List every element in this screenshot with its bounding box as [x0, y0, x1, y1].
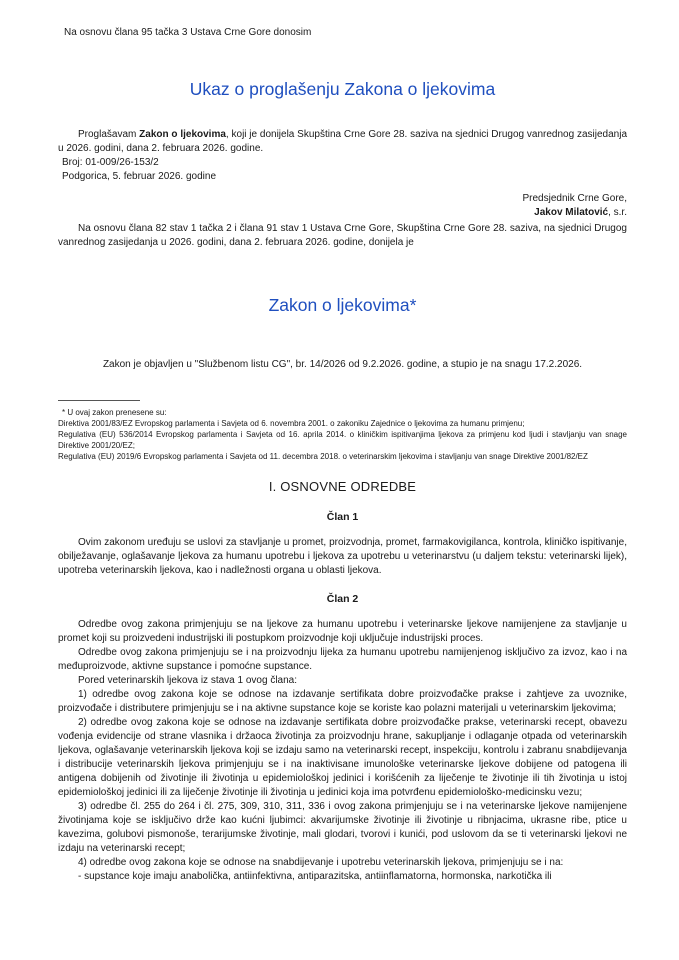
article-2-item: 3) odredbe čl. 255 do 264 i čl. 275, 309, 310, 311, 336 i ovog zakona primjenjuju se i na veterinarske ljekove namijenjene životinjama koje se isključivo drže kao kućni ljubimci: akvarijumske životinje ili životinje u ribnjacima, ukrasne ribe, ptice u kavezima, golubovi pismonoše, terarijumske životinje, mali glodari, tvorovi i kunići, pod uslovom da se ti veterinarski ljekovi ne izdaju na veterinarski recept; — [58, 801, 627, 854]
law-title: Zakon o ljekovima* — [268, 295, 417, 315]
signature-role: Predsjednik Crne Gore, — [522, 193, 627, 204]
adoption-text: Na osnovu člana 82 stav 1 tačka 2 i člana 91 stav 1 Ustava Crne Gore, Skupština Crne Gore 28. saziva, na sjednici Drugog vanrednog zasijedanja u 2026. godini, dana 2. februara 2026. godine, donijela je — [58, 223, 627, 248]
footnote-line: Direktiva 2001/83/EZ Evropskog parlamenta i Savjeta od 6. novembra 2001. o zakoniku Zajednice o ljekovima za humanu primjenu; — [58, 419, 525, 428]
proclamation-rest: , koji je donijela Skupština Crne Gore 28. saziva na sjednici Drugog vanrednog zasijedanja u 2026. godini, dana 2. februara 2026. godine. — [58, 129, 628, 154]
proclamation-law-name: Zakon o ljekovima — [139, 129, 226, 140]
article-2-item: 1) odredbe ovog zakona koje se odnose na izdavanje sertifikata dobre proizvođačke prakse i zahtjeve za uvoznike, proizvođače i distributere primjenjuju se i na aktivne supstance koje se koriste kao polazni materijali u veterinarskim ljekovima; — [58, 689, 627, 714]
preamble: Na osnovu člana 95 tačka 3 Ustava Crne Gore donosim — [64, 27, 312, 38]
signature-name-bold: Jakov Milatović — [534, 207, 609, 218]
proclamation-text — [58, 128, 627, 156]
article-1-heading: Član 1 — [326, 511, 359, 523]
place-date: Podgorica, 5. februar 2026. godine — [62, 171, 216, 182]
article-2-paragraph: Pored veterinarskih ljekova iz stava 1 ovog člana: — [78, 675, 298, 686]
proclamation-block — [58, 128, 627, 184]
footnote-line: Regulativa (EU) 536/2014 Evropskog parlamenta i Savjeta od 16. aprila 2014. o kliničkim ispitivanjima ljekova za primjenu kod ljudi i stavljanju van snage Direktive 2001/20/EZ; — [58, 430, 627, 450]
article-2-subitem: - supstance koje imaju anabolička, antiinfektivna, antiparazitska, antiinflamatorna, hormonska, narkotička ili — [78, 871, 552, 882]
decree-number: Broj: 01-009/26-153/2 — [62, 157, 159, 168]
footnote-line: Regulativa (EU) 2019/6 Evropskog parlamenta i Savjeta od 11. decembra 2018. o veterinarskim ljekovima i stavljanju van snage Direktive 2001/82/EZ — [58, 452, 588, 461]
article-2-paragraph: Odredbe ovog zakona primjenjuju se i na proizvodnju lijeka za humanu upotrebu namijenjenog isključivo za izvoz, kao i na međuproizvode, aktivne supstance i pomoćne supstance. — [58, 647, 627, 672]
article-2-heading: Član 2 — [326, 593, 359, 605]
section-title: I. OSNOVNE ODREDBE — [268, 479, 417, 494]
signature-name — [58, 206, 627, 220]
signature-suffix: , s.r. — [608, 207, 627, 218]
footnote-line: * U ovaj zakon prenesene su: — [62, 408, 167, 417]
footnote-divider — [58, 400, 140, 401]
ukaz-title: Ukaz o proglašenju Zakona o ljekovima — [189, 79, 496, 99]
signature-block — [58, 192, 627, 220]
article-2-item: 4) odredbe ovog zakona koje se odnose na snabdijevanje i upotrebu veterinarskih ljekova, primjenjuju se i na: — [78, 857, 564, 868]
article-2-item: 2) odredbe ovog zakona koje se odnose na izdavanje sertifikata dobre proizvođačke prakse, veterinarski recept, obavezu vođenja evidencije od strane vlasnika i držaoca životinja za proizvodnju hrane, sakupljanje i odlaganje otpada od veterinarskih ljekova, oglašavanje veterinarskih ljekova koji se izdaju samo na veterinarski recept, inspekciju, kontrolu i zabranu snabdijevanja i distribucije veterinarskih ljekova primjenjuju se i na inaktivisane imunološke veterinarske ljekove dobijene od patogena ili antigena dobijenih od životinje ili životinja u epidemiološkoj jedinici i korišćenih za liječenje te životinje ili tih životinja u istoj epidemiološkoj jedinici ili za liječenje životinje ili životinja u jedinici koja ima potvrđenu epidemiološko-medicinsku vezu; — [58, 717, 627, 798]
proclamation-lead: Proglašavam — [78, 129, 140, 140]
publication-note: Zakon je objavljen u "Službenom listu CG", br. 14/2026 od 9.2.2026. godine, a stupio je na snagu 17.2.2026. — [102, 359, 583, 370]
article-2-paragraph: Odredbe ovog zakona primjenjuju se na ljekove za humanu upotrebu i veterinarske ljekove namijenjene za stavljanje u promet koji su proizvedeni industrijski ili postupkom proizvodnje koji uključuje industrijski proces. — [58, 619, 627, 644]
article-1-text: Ovim zakonom uređuju se uslovi za stavljanje u promet, proizvodnja, promet, farmakovigilanca, kontrola, kliničko ispitivanje, obilježavanje, oglašavanje ljekova za humanu upotrebu i ljekova za upotrebu u veterinarstvu (u daljem tekstu: veterinarski lijek), upotreba veterinarskih ljekova, kao i nadležnosti organa u oblasti ljekova. — [58, 537, 627, 576]
